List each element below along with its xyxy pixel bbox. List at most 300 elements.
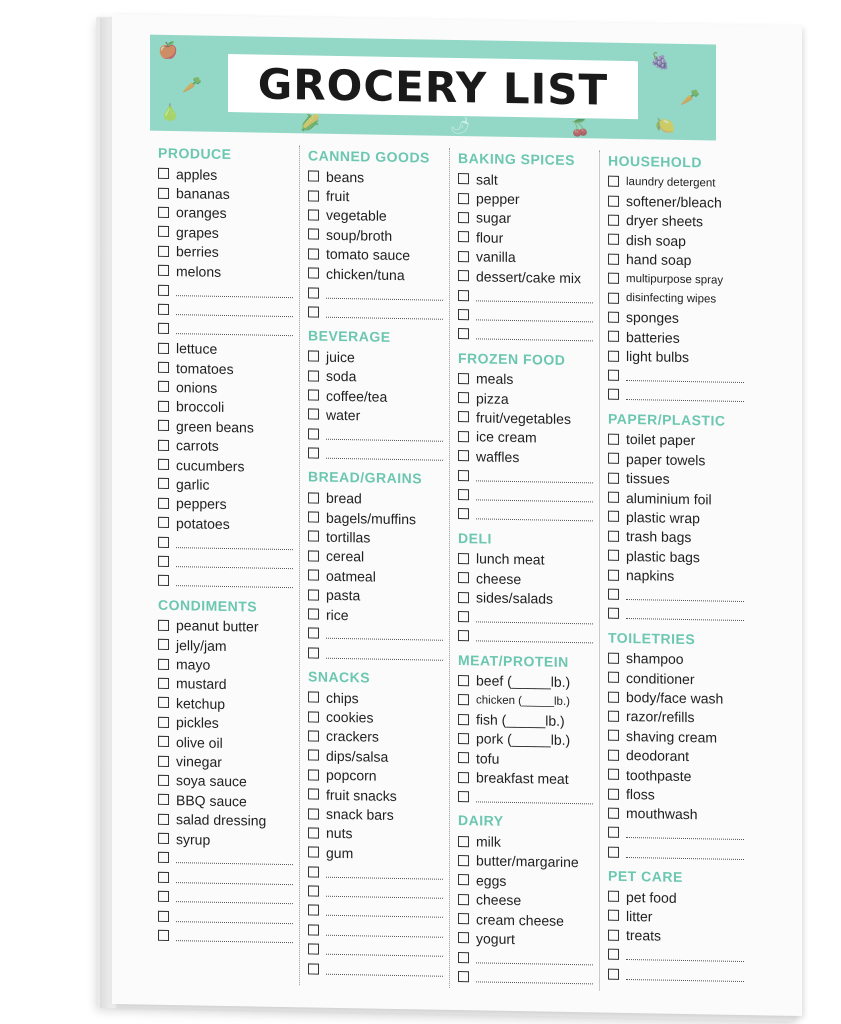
list-item[interactable] bbox=[308, 347, 449, 369]
list-item[interactable] bbox=[308, 405, 449, 427]
blank-list-item[interactable] bbox=[458, 466, 599, 488]
write-in-line[interactable] bbox=[176, 304, 293, 317]
list-item[interactable] bbox=[608, 307, 750, 329]
checkbox-icon[interactable] bbox=[158, 639, 169, 650]
checkbox-icon[interactable] bbox=[158, 697, 169, 708]
list-item[interactable] bbox=[458, 568, 599, 590]
checkbox-icon[interactable] bbox=[158, 891, 169, 902]
list-item[interactable] bbox=[158, 654, 299, 676]
checkbox-icon[interactable] bbox=[458, 450, 469, 461]
checkbox-icon[interactable] bbox=[608, 652, 619, 663]
list-item[interactable] bbox=[608, 784, 750, 806]
checkbox-icon[interactable] bbox=[458, 714, 469, 725]
checkbox-icon[interactable] bbox=[458, 431, 469, 442]
checkbox-icon[interactable] bbox=[158, 323, 169, 334]
write-in-line[interactable] bbox=[326, 925, 443, 938]
checkbox-icon[interactable] bbox=[608, 910, 619, 921]
blank-list-item[interactable] bbox=[608, 842, 750, 864]
checkbox-icon[interactable] bbox=[308, 711, 319, 722]
list-item[interactable] bbox=[158, 615, 299, 637]
list-item[interactable] bbox=[308, 765, 449, 787]
write-in-line[interactable] bbox=[326, 628, 443, 641]
list-item[interactable] bbox=[458, 729, 599, 751]
write-in-line[interactable] bbox=[326, 648, 443, 661]
checkbox-icon[interactable] bbox=[608, 253, 619, 264]
checkbox-icon[interactable] bbox=[308, 390, 319, 401]
list-item[interactable] bbox=[458, 266, 599, 288]
list-item[interactable] bbox=[158, 771, 299, 793]
blank-list-item[interactable] bbox=[308, 302, 449, 324]
checkbox-icon[interactable] bbox=[458, 392, 469, 403]
blank-list-item[interactable] bbox=[308, 643, 449, 665]
list-item[interactable] bbox=[458, 407, 599, 429]
list-item[interactable] bbox=[308, 225, 449, 247]
checkbox-icon[interactable] bbox=[308, 730, 319, 741]
checkbox-icon[interactable] bbox=[308, 428, 319, 439]
list-item[interactable] bbox=[608, 488, 750, 510]
checkbox-icon[interactable] bbox=[608, 550, 619, 561]
checkbox-icon[interactable] bbox=[458, 836, 469, 847]
list-item[interactable] bbox=[308, 565, 449, 587]
list-item[interactable] bbox=[158, 164, 299, 186]
write-in-line[interactable] bbox=[326, 886, 443, 899]
write-in-line[interactable] bbox=[476, 791, 593, 804]
list-item[interactable] bbox=[458, 909, 599, 931]
list-item[interactable] bbox=[158, 455, 299, 477]
list-item[interactable] bbox=[458, 709, 599, 731]
checkbox-icon[interactable] bbox=[608, 968, 619, 979]
checkbox-icon[interactable] bbox=[158, 872, 169, 883]
write-in-line[interactable] bbox=[326, 448, 443, 461]
checkbox-icon[interactable] bbox=[458, 489, 469, 500]
list-item[interactable] bbox=[158, 829, 299, 851]
checkbox-icon[interactable] bbox=[158, 265, 169, 276]
blank-list-item[interactable] bbox=[308, 920, 449, 942]
checkbox-icon[interactable] bbox=[458, 572, 469, 583]
list-item[interactable] bbox=[308, 205, 449, 227]
checkbox-icon[interactable] bbox=[608, 176, 619, 187]
checkbox-icon[interactable] bbox=[458, 373, 469, 384]
write-in-line[interactable] bbox=[326, 307, 443, 320]
checkbox-icon[interactable] bbox=[158, 575, 169, 586]
checkbox-icon[interactable] bbox=[608, 769, 619, 780]
checkbox-icon[interactable] bbox=[458, 630, 469, 641]
blank-list-item[interactable] bbox=[458, 305, 599, 327]
list-item[interactable] bbox=[458, 188, 599, 210]
blank-list-item[interactable] bbox=[158, 552, 299, 574]
checkbox-icon[interactable] bbox=[608, 292, 619, 303]
checkbox-icon[interactable] bbox=[608, 215, 619, 226]
checkbox-icon[interactable] bbox=[458, 772, 469, 783]
write-in-line[interactable] bbox=[176, 930, 293, 943]
write-in-line[interactable] bbox=[626, 827, 744, 840]
list-item[interactable] bbox=[608, 745, 750, 767]
checkbox-icon[interactable] bbox=[158, 517, 169, 528]
checkbox-icon[interactable] bbox=[608, 234, 619, 245]
list-item[interactable] bbox=[308, 843, 449, 865]
blank-list-item[interactable] bbox=[458, 607, 599, 629]
write-in-line[interactable] bbox=[176, 891, 293, 904]
list-item[interactable] bbox=[608, 269, 750, 291]
blank-list-item[interactable] bbox=[608, 366, 750, 388]
list-item[interactable] bbox=[608, 526, 750, 548]
write-in-line[interactable] bbox=[176, 872, 293, 885]
checkbox-icon[interactable] bbox=[308, 885, 319, 896]
checkbox-icon[interactable] bbox=[458, 733, 469, 744]
checkbox-icon[interactable] bbox=[158, 168, 169, 179]
checkbox-icon[interactable] bbox=[308, 511, 319, 522]
checkbox-icon[interactable] bbox=[158, 852, 169, 863]
checkbox-icon[interactable] bbox=[608, 691, 619, 702]
list-item[interactable] bbox=[608, 906, 750, 928]
list-item[interactable] bbox=[158, 493, 299, 515]
blank-list-item[interactable] bbox=[308, 624, 449, 646]
blank-list-item[interactable] bbox=[608, 584, 750, 606]
checkbox-icon[interactable] bbox=[308, 370, 319, 381]
checkbox-icon[interactable] bbox=[308, 924, 319, 935]
blank-list-item[interactable] bbox=[308, 939, 449, 961]
blank-list-item[interactable] bbox=[608, 964, 750, 986]
checkbox-icon[interactable] bbox=[158, 536, 169, 547]
list-item[interactable] bbox=[308, 546, 449, 568]
blank-list-item[interactable] bbox=[158, 300, 299, 322]
list-item[interactable] bbox=[608, 546, 750, 568]
list-item[interactable] bbox=[158, 732, 299, 754]
list-item[interactable] bbox=[308, 527, 449, 549]
checkbox-icon[interactable] bbox=[458, 231, 469, 242]
checkbox-icon[interactable] bbox=[308, 171, 319, 182]
checkbox-icon[interactable] bbox=[608, 827, 619, 838]
blank-list-item[interactable] bbox=[308, 443, 449, 465]
list-item[interactable] bbox=[608, 327, 750, 349]
write-in-line[interactable] bbox=[476, 972, 593, 985]
checkbox-icon[interactable] bbox=[458, 694, 469, 705]
list-item[interactable] bbox=[458, 247, 599, 269]
write-in-line[interactable] bbox=[326, 429, 443, 442]
checkbox-icon[interactable] bbox=[158, 794, 169, 805]
checkbox-icon[interactable] bbox=[458, 251, 469, 262]
checkbox-icon[interactable] bbox=[158, 498, 169, 509]
checkbox-icon[interactable] bbox=[308, 351, 319, 362]
list-item[interactable] bbox=[458, 890, 599, 912]
checkbox-icon[interactable] bbox=[308, 229, 319, 240]
checkbox-icon[interactable] bbox=[458, 592, 469, 603]
list-item[interactable] bbox=[158, 513, 299, 535]
checkbox-icon[interactable] bbox=[158, 246, 169, 257]
checkbox-icon[interactable] bbox=[158, 833, 169, 844]
checkbox-icon[interactable] bbox=[458, 791, 469, 802]
list-item[interactable] bbox=[608, 668, 750, 690]
list-item[interactable] bbox=[458, 369, 599, 391]
checkbox-icon[interactable] bbox=[158, 775, 169, 786]
list-item[interactable] bbox=[608, 765, 750, 787]
list-item[interactable] bbox=[308, 244, 449, 266]
checkbox-icon[interactable] bbox=[608, 808, 619, 819]
checkbox-icon[interactable] bbox=[158, 207, 169, 218]
checkbox-icon[interactable] bbox=[158, 620, 169, 631]
blank-list-item[interactable] bbox=[458, 285, 599, 307]
blank-list-item[interactable] bbox=[458, 485, 599, 507]
list-item[interactable] bbox=[608, 449, 750, 471]
checkbox-icon[interactable] bbox=[608, 312, 619, 323]
write-in-line[interactable] bbox=[176, 853, 293, 866]
checkbox-icon[interactable] bbox=[458, 290, 469, 301]
list-item[interactable] bbox=[308, 166, 449, 188]
list-item[interactable] bbox=[158, 241, 299, 263]
list-item[interactable] bbox=[608, 507, 750, 529]
write-in-line[interactable] bbox=[476, 631, 593, 644]
list-item[interactable] bbox=[308, 604, 449, 626]
checkbox-icon[interactable] bbox=[158, 813, 169, 824]
checkbox-icon[interactable] bbox=[308, 570, 319, 581]
blank-list-item[interactable] bbox=[158, 887, 299, 909]
checkbox-icon[interactable] bbox=[308, 287, 319, 298]
list-item[interactable] bbox=[158, 693, 299, 715]
checkbox-icon[interactable] bbox=[158, 439, 169, 450]
blank-list-item[interactable] bbox=[458, 324, 599, 346]
list-item[interactable] bbox=[158, 712, 299, 734]
list-item[interactable] bbox=[458, 587, 599, 609]
list-item[interactable] bbox=[608, 887, 750, 909]
checkbox-icon[interactable] bbox=[308, 628, 319, 639]
checkbox-icon[interactable] bbox=[608, 350, 619, 361]
checkbox-icon[interactable] bbox=[158, 678, 169, 689]
write-in-line[interactable] bbox=[176, 537, 293, 550]
checkbox-icon[interactable] bbox=[458, 855, 469, 866]
list-item[interactable] bbox=[608, 468, 750, 490]
list-item[interactable] bbox=[308, 186, 449, 208]
list-item[interactable] bbox=[158, 183, 299, 205]
write-in-line[interactable] bbox=[476, 290, 593, 303]
write-in-line[interactable] bbox=[326, 944, 443, 957]
write-in-line[interactable] bbox=[326, 905, 443, 918]
checkbox-icon[interactable] bbox=[308, 944, 319, 955]
checkbox-icon[interactable] bbox=[608, 453, 619, 464]
list-item[interactable] bbox=[158, 338, 299, 360]
write-in-line[interactable] bbox=[476, 329, 593, 342]
list-item[interactable] bbox=[458, 208, 599, 230]
list-item[interactable] bbox=[158, 751, 299, 773]
blank-list-item[interactable] bbox=[458, 626, 599, 648]
checkbox-icon[interactable] bbox=[608, 711, 619, 722]
checkbox-icon[interactable] bbox=[608, 846, 619, 857]
write-in-line[interactable] bbox=[476, 309, 593, 322]
list-item[interactable] bbox=[158, 809, 299, 831]
checkbox-icon[interactable] bbox=[608, 273, 619, 284]
checkbox-icon[interactable] bbox=[308, 306, 319, 317]
write-in-line[interactable] bbox=[326, 963, 443, 976]
list-item[interactable] bbox=[308, 784, 449, 806]
list-item[interactable] bbox=[308, 746, 449, 768]
blank-list-item[interactable] bbox=[158, 867, 299, 889]
checkbox-icon[interactable] bbox=[608, 930, 619, 941]
checkbox-icon[interactable] bbox=[158, 755, 169, 766]
blank-list-item[interactable] bbox=[158, 319, 299, 341]
list-item[interactable] bbox=[458, 549, 599, 571]
list-item[interactable] bbox=[458, 870, 599, 892]
checkbox-icon[interactable] bbox=[308, 905, 319, 916]
checkbox-icon[interactable] bbox=[458, 508, 469, 519]
checkbox-icon[interactable] bbox=[308, 492, 319, 503]
checkbox-icon[interactable] bbox=[608, 434, 619, 445]
checkbox-icon[interactable] bbox=[308, 190, 319, 201]
write-in-line[interactable] bbox=[176, 556, 293, 569]
blank-list-item[interactable] bbox=[608, 945, 750, 967]
checkbox-icon[interactable] bbox=[458, 270, 469, 281]
list-item[interactable] bbox=[608, 346, 750, 368]
checkbox-icon[interactable] bbox=[308, 692, 319, 703]
list-item[interactable] bbox=[458, 768, 599, 790]
blank-list-item[interactable] bbox=[308, 881, 449, 903]
checkbox-icon[interactable] bbox=[308, 448, 319, 459]
list-item[interactable] bbox=[458, 831, 599, 853]
list-item[interactable] bbox=[608, 726, 750, 748]
checkbox-icon[interactable] bbox=[608, 589, 619, 600]
blank-list-item[interactable] bbox=[158, 532, 299, 554]
blank-list-item[interactable] bbox=[458, 967, 599, 989]
write-in-line[interactable] bbox=[626, 608, 744, 621]
checkbox-icon[interactable] bbox=[158, 459, 169, 470]
checkbox-icon[interactable] bbox=[458, 309, 469, 320]
checkbox-icon[interactable] bbox=[308, 550, 319, 561]
checkbox-icon[interactable] bbox=[608, 472, 619, 483]
checkbox-icon[interactable] bbox=[158, 304, 169, 315]
list-item[interactable] bbox=[158, 474, 299, 496]
checkbox-icon[interactable] bbox=[158, 187, 169, 198]
write-in-line[interactable] bbox=[476, 509, 593, 522]
checkbox-icon[interactable] bbox=[158, 736, 169, 747]
write-in-line[interactable] bbox=[626, 949, 744, 962]
list-item[interactable] bbox=[608, 210, 750, 232]
list-item[interactable] bbox=[158, 416, 299, 438]
blank-list-item[interactable] bbox=[458, 948, 599, 970]
checkbox-icon[interactable] bbox=[458, 952, 469, 963]
checkbox-icon[interactable] bbox=[458, 874, 469, 885]
list-item[interactable] bbox=[308, 585, 449, 607]
list-item[interactable] bbox=[308, 687, 449, 709]
list-item[interactable] bbox=[158, 396, 299, 418]
list-item[interactable] bbox=[608, 803, 750, 825]
checkbox-icon[interactable] bbox=[458, 913, 469, 924]
checkbox-icon[interactable] bbox=[608, 749, 619, 760]
blank-list-item[interactable] bbox=[458, 787, 599, 809]
list-item[interactable] bbox=[458, 227, 599, 249]
write-in-line[interactable] bbox=[476, 952, 593, 965]
list-item[interactable] bbox=[458, 690, 599, 712]
checkbox-icon[interactable] bbox=[458, 553, 469, 564]
list-item[interactable] bbox=[308, 488, 449, 510]
checkbox-icon[interactable] bbox=[308, 866, 319, 877]
write-in-line[interactable] bbox=[176, 576, 293, 589]
checkbox-icon[interactable] bbox=[158, 658, 169, 669]
list-item[interactable] bbox=[308, 366, 449, 388]
list-item[interactable] bbox=[308, 823, 449, 845]
list-item[interactable] bbox=[458, 388, 599, 410]
checkbox-icon[interactable] bbox=[458, 173, 469, 184]
list-item[interactable] bbox=[308, 707, 449, 729]
write-in-line[interactable] bbox=[326, 287, 443, 300]
checkbox-icon[interactable] bbox=[608, 672, 619, 683]
write-in-line[interactable] bbox=[626, 589, 744, 602]
checkbox-icon[interactable] bbox=[608, 730, 619, 741]
checkbox-icon[interactable] bbox=[158, 478, 169, 489]
write-in-line[interactable] bbox=[176, 323, 293, 336]
checkbox-icon[interactable] bbox=[458, 412, 469, 423]
checkbox-icon[interactable] bbox=[458, 328, 469, 339]
checkbox-icon[interactable] bbox=[158, 420, 169, 431]
blank-list-item[interactable] bbox=[608, 385, 750, 407]
blank-list-item[interactable] bbox=[158, 848, 299, 870]
checkbox-icon[interactable] bbox=[308, 769, 319, 780]
checkbox-icon[interactable] bbox=[608, 949, 619, 960]
list-item[interactable] bbox=[158, 635, 299, 657]
checkbox-icon[interactable] bbox=[158, 362, 169, 373]
list-item[interactable] bbox=[158, 222, 299, 244]
checkbox-icon[interactable] bbox=[608, 331, 619, 342]
list-item[interactable] bbox=[458, 671, 599, 693]
list-item[interactable] bbox=[608, 429, 750, 451]
checkbox-icon[interactable] bbox=[308, 827, 319, 838]
checkbox-icon[interactable] bbox=[158, 284, 169, 295]
checkbox-icon[interactable] bbox=[308, 647, 319, 658]
checkbox-icon[interactable] bbox=[608, 530, 619, 541]
checkbox-icon[interactable] bbox=[458, 193, 469, 204]
write-in-line[interactable] bbox=[626, 389, 744, 402]
blank-list-item[interactable] bbox=[608, 823, 750, 845]
blank-list-item[interactable] bbox=[608, 604, 750, 626]
checkbox-icon[interactable] bbox=[458, 675, 469, 686]
write-in-line[interactable] bbox=[176, 285, 293, 298]
checkbox-icon[interactable] bbox=[608, 389, 619, 400]
list-item[interactable] bbox=[158, 674, 299, 696]
checkbox-icon[interactable] bbox=[308, 268, 319, 279]
checkbox-icon[interactable] bbox=[608, 195, 619, 206]
write-in-line[interactable] bbox=[626, 370, 744, 383]
list-item[interactable] bbox=[458, 928, 599, 950]
checkbox-icon[interactable] bbox=[458, 611, 469, 622]
checkbox-icon[interactable] bbox=[308, 608, 319, 619]
checkbox-icon[interactable] bbox=[608, 492, 619, 503]
list-item[interactable] bbox=[608, 230, 750, 252]
write-in-line[interactable] bbox=[626, 969, 744, 982]
checkbox-icon[interactable] bbox=[158, 556, 169, 567]
list-item[interactable] bbox=[608, 172, 750, 194]
blank-list-item[interactable] bbox=[158, 906, 299, 928]
list-item[interactable] bbox=[608, 925, 750, 947]
checkbox-icon[interactable] bbox=[308, 963, 319, 974]
list-item[interactable] bbox=[608, 565, 750, 587]
checkbox-icon[interactable] bbox=[158, 930, 169, 941]
checkbox-icon[interactable] bbox=[308, 248, 319, 259]
list-item[interactable] bbox=[308, 726, 449, 748]
list-item[interactable] bbox=[158, 203, 299, 225]
checkbox-icon[interactable] bbox=[158, 343, 169, 354]
checkbox-icon[interactable] bbox=[308, 409, 319, 420]
checkbox-icon[interactable] bbox=[158, 226, 169, 237]
checkbox-icon[interactable] bbox=[308, 847, 319, 858]
list-item[interactable] bbox=[458, 748, 599, 770]
blank-list-item[interactable] bbox=[158, 280, 299, 302]
checkbox-icon[interactable] bbox=[608, 608, 619, 619]
list-item[interactable] bbox=[608, 706, 750, 728]
checkbox-icon[interactable] bbox=[158, 381, 169, 392]
blank-list-item[interactable] bbox=[158, 571, 299, 593]
list-item[interactable] bbox=[608, 249, 750, 271]
list-item[interactable] bbox=[158, 377, 299, 399]
checkbox-icon[interactable] bbox=[308, 750, 319, 761]
list-item[interactable] bbox=[608, 288, 750, 310]
write-in-line[interactable] bbox=[326, 866, 443, 879]
